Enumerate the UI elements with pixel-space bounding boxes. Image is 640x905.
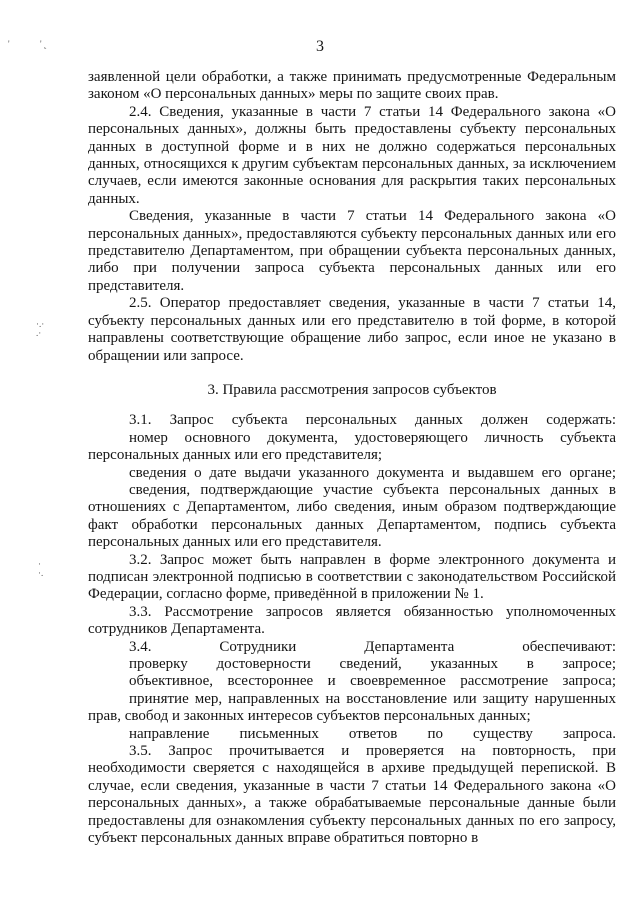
paragraph: 2.5. Оператор предоставляет сведения, указанные в части 7 статьи 14, субъекту персональных данных или его представителю в той форме, в которой направлены соответствующие обращение либо запрос, если иное не указано в обращении или запросе. — [88, 295, 616, 364]
paragraph: 3.4. Сотрудники Департамента обеспечивают: — [129, 638, 616, 655]
paragraph: заявленной цели обработки, а также принимать предусмотренные Федеральным законом «О персональных данных» меры по защите своих прав. — [88, 69, 616, 103]
paragraph: проверку достоверности сведений, указанных в запросе; — [129, 656, 616, 672]
paragraph: 3.2. Запрос может быть направлен в форме электронного документа и подписан электронной подписью в соответствии с законодательством Российской Федерации, согласно форме, приведённой в приложении № 1. — [88, 551, 616, 603]
paragraph: 3.3. Рассмотрение запросов является обязанностью уполномоченных сотрудников Департамента. — [88, 603, 616, 638]
paragraph: принятие мер, направленных на восстановление или защиту нарушенных прав, свобод и законных интересов субъектов персональных данных; — [88, 690, 616, 725]
paragraph: номер основного документа, удостоверяющего личность субъекта персональных данных или его представителя; — [88, 429, 616, 464]
paragraph: сведения, подтверждающие участие субъекта персональных данных в отношениях с Департаментом, либо сведения, иным образом подтверждающие факт обработки персональных данных Департаментом, подпись субъекта персональных данных или его представителя. — [88, 481, 616, 551]
scan-artifact: · ·. — [38, 559, 44, 578]
scan-artifact: ' — [8, 39, 10, 49]
paragraph: объективное, всестороннее и своевременное рассмотрение запроса; — [129, 673, 616, 690]
paragraph: 3.5. Запрос прочитывается и проверяется на повторность, при необходимости сверяется с находящейся в архиве предыдущей перепиской. В случае, если сведения, указанные в части 7 статьи 14 Федерального закона «О персональных данных», а также обрабатываемые персональные данные были предоставлены для ознакомления субъекту персональных данных по его запросу, субъект персональных данных вправе обратиться повторно в — [88, 743, 616, 847]
paragraph: 3.1. Запрос субъекта персональных данных должен содержать: — [129, 412, 616, 429]
section-heading: 3. Правила рассмотрения запросов субъектов — [207, 381, 497, 398]
document-body — [88, 69, 616, 847]
paragraph: Сведения, указанные в части 7 статьи 14 Федерального закона «О персональных данных», предоставляются субъекту персональных данных или его представителю Департаментом, при обращении субъекта персональных данных, либо при получении запроса субъекта персональных данных или его представителя. — [88, 208, 616, 294]
paragraph: сведения о дате выдачи указанного документа и выдавшем его органе; — [129, 464, 616, 481]
scan-artifact: ·.· .· — [36, 319, 45, 338]
page-number: 3 — [316, 38, 324, 55]
paragraph: направление письменных ответов по существу запроса. — [129, 725, 616, 742]
scan-artifact: ' ˛ — [40, 39, 47, 49]
paragraph: 2.4. Сведения, указанные в части 7 статьи 14 Федерального закона «О персональных данных», должны быть предоставлены субъекту персональных данных в доступной форме и в них не должно содержаться персональных данных, относящихся к другим субъектам персональных данных, за исключением случаев, если имеются законные основания для раскрытия таких персональных данных. — [88, 103, 616, 207]
